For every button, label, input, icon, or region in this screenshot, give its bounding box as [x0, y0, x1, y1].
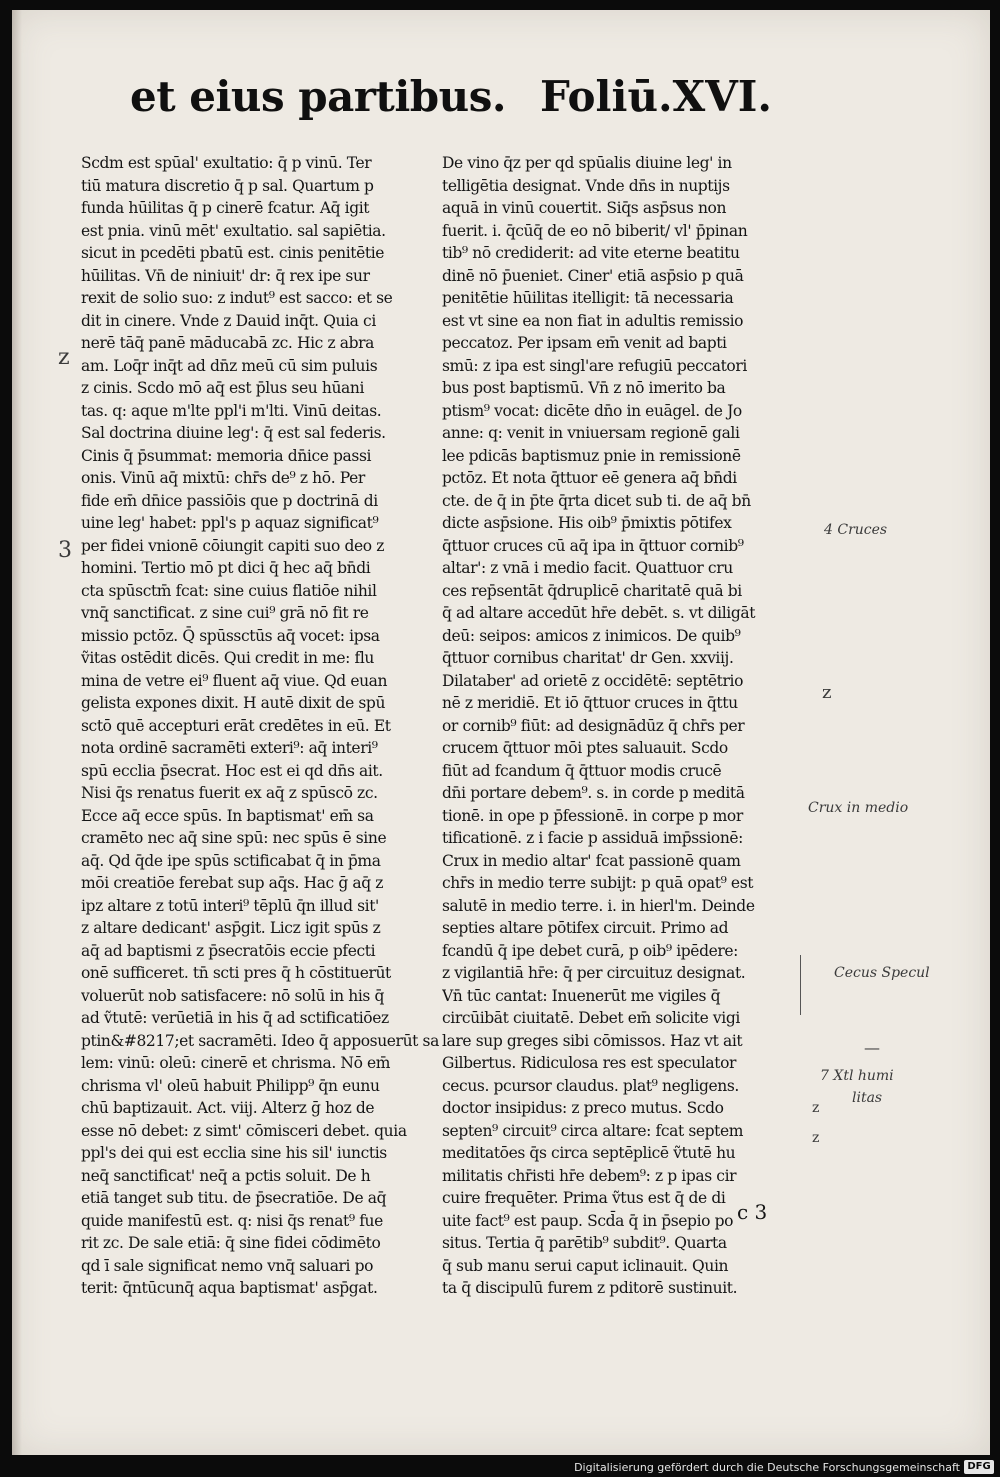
text-line: fuerit. i. q̄cūq̄ de eo nō biberit/ vl' p̄pinan — [442, 221, 748, 240]
text-line: qd ī sale significat nemo vnq̄ saluari po — [81, 1256, 374, 1275]
running-head-left: et eius partibus. — [130, 72, 506, 121]
margin-note-humilitas: 7 Xtl humi — [820, 1068, 894, 1084]
margin-note-litas: litas — [852, 1090, 883, 1106]
left-text-column — [81, 152, 439, 1300]
text-line: telligētia designat. Vnde dn̄s in nuptijs — [442, 176, 730, 195]
text-line: ṽitas ostēdit dicēs. Qui credit in me: flu — [81, 649, 374, 667]
text-line: funda hūilitas q̄ p cinerē fcatur. Aq̄ igit — [81, 199, 370, 217]
text-line: ta q̄ discipulū furem z pditorē sustinuit. — [442, 1279, 738, 1297]
text-line: aq̄. Qd q̄de ipe spūs sctificabat q̄ in p̄ma — [81, 851, 381, 870]
text-line: cuire frequēter. Prima ṽtus est q̄ de di — [442, 1189, 726, 1207]
text-line: ad ṽtutē: verūetiā in his q̄ ad sctificatiōez — [81, 1009, 389, 1027]
text-line: septies altare pōtifex circuit. Primo ad — [442, 919, 729, 937]
text-line: chrisma vl' oleū habuit Philipp⁹ q̄n eunu — [81, 1076, 380, 1095]
text-line: nerē tāq̄ panē māducabā zc. Hic z abra — [81, 334, 374, 352]
text-line: homini. Tertio mō pt dici q̄ hec aq̄ bn̄di — [81, 559, 371, 577]
text-line: ipz altare z totū interi⁹ tēplū q̄n illud sit' — [81, 896, 379, 915]
text-line: q̄ ad altare accedūt hr̄e debēt. s. vt diligāt — [442, 604, 756, 622]
margin-mark-left-2: 3 — [58, 538, 72, 563]
text-line: quide manifestū est. q: nisi q̄s renat⁹ fue — [81, 1211, 383, 1230]
text-line: tiū matura discretio q̄ p sal. Quartum p — [81, 176, 374, 195]
text-line: z vigilantiā hr̄e: q̄ per circuituz designat. — [442, 964, 746, 982]
text-line: cte. de q̄ in p̄te q̄rta dicet sub ti. de aq̄ bn̄ — [442, 491, 751, 510]
margin-note-crux: Crux in medio — [808, 800, 909, 816]
right-text-column — [442, 152, 814, 1300]
text-line: Ecce aq̄ ecce spūs. In baptismat' em̄ sa — [81, 806, 374, 825]
text-line: mina de vetre ei⁹ fluent aq̄ viue. Qd euan — [81, 671, 388, 690]
text-line: anne: q: venit in vniuersam regionē gali — [442, 424, 740, 442]
text-line: pctōz. Et nota q̄ttuor eē genera aq̄ bn̄di — [442, 469, 737, 487]
dfg-logo: DFG — [964, 1460, 994, 1474]
text-line: etiā tanget sub titu. de p̄secratiōe. De aq̄ — [81, 1189, 387, 1207]
text-line: salutē in medio terre. i. in hierl'm. Deinde — [442, 896, 755, 915]
text-line: aquā in vinū couertit. Siq̄s asp̄sus non — [442, 199, 727, 217]
text-line: ces rep̄sentāt q̄druplicē charitatē quā bi — [442, 581, 742, 600]
digitization-credit-bar — [0, 1458, 1000, 1477]
text-line: smū: z ipa est singl'are refugiū peccatori — [442, 356, 747, 375]
book-page — [12, 10, 990, 1455]
text-line: aq̄ ad baptismi z p̄secratōis eccie pfecti — [81, 941, 376, 960]
text-line: uite fact⁹ est paup. Scd̄a q̄ in p̄sepio po — [442, 1211, 734, 1230]
text-line: q̄ sub manu serui caput iclinauit. Quin — [442, 1256, 729, 1275]
text-line: nē z meridiē. Et iō q̄ttuor cruces in q̄ttu — [442, 694, 738, 712]
margin-note-cecus: Cecus Specul — [834, 965, 930, 981]
text-line: per fidei vnionē cōiungit capiti suo deo z — [81, 536, 385, 555]
text-line: est pnia. vinū mēt' exultatio. sal sapiētia. — [81, 221, 386, 240]
margin-mark-right-3: z — [812, 1130, 820, 1146]
text-line: militatis chr̄isti hr̄e debem⁹: z p ipas cir — [442, 1166, 737, 1185]
text-line: rit zc. De sale etiā: q̄ sine fidei cōdimēto — [81, 1234, 381, 1252]
text-line: lare sup greges sibi cōmissos. Haz vt ait — [442, 1031, 743, 1050]
text-line: missio pctōz. Q̄ spūssctūs aq̄ vocet: ipsa — [81, 626, 380, 645]
text-line: neq̄ sanctificat' neq̄ a pctis soluit. De h — [81, 1166, 371, 1185]
signature-mark: c 3 — [737, 1200, 768, 1224]
text-line: z altare dedicant' asp̄git. Licz igit spūs z — [81, 919, 381, 937]
text-line: meditatōes q̄s circa septēplicē ṽtutē hu — [442, 1144, 736, 1162]
text-line: Vn̄ tūc cantat: Inuenerūt me vigiles q̄ — [442, 986, 721, 1005]
text-line: dinē nō p̄ueniet. Ciner' etiā asp̄sio p quā — [442, 266, 744, 285]
text-line: onē sufficeret. tn̄ scti pres q̄ h cōstituerūt — [81, 964, 391, 982]
text-line: Crux in medio altar' fcat passionē quam — [442, 851, 741, 870]
text-line: Dilataber' ad orietē z occidētē: septētrio — [442, 671, 744, 690]
folio-number: Foliū.XVI. — [540, 72, 773, 121]
text-line: peccatoz. Per ipsam em̄ venit ad bapti — [442, 334, 727, 352]
text-line: esse nō debet: z simt' cōmisceri debet. quia — [81, 1121, 407, 1140]
text-line: gelista expones dixit. H autē dixit de spū — [81, 694, 386, 712]
text-line: situs. Tertia q̄ parētib⁹ subdit⁹. Quarta — [442, 1234, 727, 1252]
margin-mark-right-1: z — [822, 682, 832, 703]
text-line: uine leg' habet: ppl's p aquaz significat⁹ — [81, 514, 379, 532]
text-line: am. Loq̄r inq̄t ad dn̄z meū cū sim puluis — [81, 356, 378, 375]
text-line: cecus. pcursor claudus. plat⁹ negligens. — [442, 1076, 739, 1095]
text-line: Scdm est spūal' exultatio: q̄ p vinū. Ter — [81, 154, 372, 172]
text-line: ptin&#8217;et sacramēti. Ideo q̄ apposuerūt sa — [81, 1031, 439, 1050]
text-line: voluerūt nob satisfacere: nō solū in his q̄ — [81, 986, 385, 1005]
text-line: lem: vinū: oleū: cinerē et chrisma. Nō em̄ — [81, 1054, 391, 1072]
text-line: dn̄i portare debem⁹. s. in corde p meditā — [442, 784, 745, 802]
margin-mark-dash: — — [864, 1038, 880, 1057]
text-line: tionē. in ope p p̄fessionē. in corpe p mor — [442, 806, 743, 825]
text-line: mōi creatiōe ferebat sup aq̄s. Hac ḡ aq̄ z — [81, 874, 384, 892]
text-line: crucem q̄ttuor mōi ptes saluauit. Scdo — [442, 739, 728, 757]
margin-mark-right-2: z — [812, 1100, 820, 1116]
text-line: fcandū q̄ ipe debet curā, p oib⁹ ipēdere: — [442, 941, 738, 960]
text-line: Cinis q̄ p̄summat: memoria dn̄ice passi — [81, 446, 372, 465]
text-line: bus post baptismū. Vn̄ z nō imerito ba — [442, 379, 726, 397]
text-line: sctō quē accepturi erāt credētes in eū. Et — [81, 716, 391, 735]
margin-note-cruces: 4 Cruces — [824, 522, 888, 538]
text-line: sicut in pcedēti pbatū est. cinis penitētie — [81, 244, 385, 262]
text-line: fide em̄ dn̄ice passiōis que p doctrinā di — [81, 491, 378, 510]
text-line: q̄ttuor cruces cū aq̄ ipa in q̄ttuor cornib⁹ — [442, 536, 744, 555]
text-line: cramēto nec aq̄ sine spū: nec spūs ē sine — [81, 829, 387, 847]
text-line: onis. Vinū aq̄ mixtū: chr̄s de⁹ z hō. Per — [81, 469, 365, 487]
text-line: ppl's dei qui est ecclia sine his sil' iunctis — [81, 1144, 387, 1162]
text-line: chū baptizauit. Act. viij. Alterz ḡ hoz de — [81, 1099, 375, 1117]
text-line: circūibāt ciuitatē. Debet em̄ solicite vigi — [442, 1009, 740, 1027]
text-line: est vt sine ea non fiat in adultis remissio — [442, 311, 744, 330]
text-line: tib⁹ nō crediderit: ad vite eterne beatitu — [442, 244, 740, 262]
text-line: rexit de solio suo: z indut⁹ est sacco: et se — [81, 289, 393, 307]
text-line: cta spūsctm̄ fcat: sine cuius flatiōe nihil — [81, 581, 377, 600]
text-line: Nisi q̄s renatus fuerit ex aq̄ z spūscō zc. — [81, 784, 378, 802]
text-line: altar': z vnā i medio facit. Quattuor cru — [442, 559, 733, 577]
text-line: chr̄s in medio terre subijt: p quā opat⁹ est — [442, 874, 754, 892]
text-line: De vino q̄z per qd spūalis diuine leg' in — [442, 154, 732, 172]
text-line: spū ecclia p̄secrat. Hoc est ei qd dn̄s ait. — [81, 761, 383, 780]
text-line: Gilbertus. Ridiculosa res est speculator — [442, 1054, 737, 1072]
text-line: ptism⁹ vocat: dicēte dn̄o in euāgel. de Jo — [442, 401, 742, 420]
text-line: doctor insipidus: z preco mutus. Scdo — [442, 1099, 724, 1117]
text-line: dit in cinere. Vnde z Dauid inq̄t. Quia ci — [81, 311, 376, 330]
text-line: hūilitas. Vn̄ de niniuit' dr: q̄ rex ipe sur — [81, 266, 370, 285]
text-line: penitētie hūilitas itelligit: tā necessaria — [442, 289, 734, 307]
text-line: Sal doctrina diuine leg': q̄ est sal federis. — [81, 424, 386, 442]
text-line: deū: seipos: amicos z inimicos. De quib⁹ — [442, 626, 741, 645]
text-line: vnq̄ sanctificat. z sine cui⁹ grā nō fit re — [81, 604, 369, 622]
margin-bracket — [800, 955, 801, 1015]
text-line: q̄ttuor cornibus charitat' dr Gen. xxviij. — [442, 649, 734, 667]
text-line: z cinis. Scdo mō aq̄ est p̄lus seu hūani — [81, 379, 365, 397]
text-line: nota ordinē sacramēti exteri⁹: aq̄ interi⁹ — [81, 739, 378, 757]
page-gutter-shadow — [12, 10, 22, 1455]
text-line: tas. q: aque m'lte ppl'i m'lti. Vinū deitas. — [81, 401, 382, 420]
text-line: terit: q̄ntūcunq̄ aqua baptismat' asp̄gat. — [81, 1279, 378, 1297]
text-line: fiūt ad fcandum q̄ q̄ttuor modis crucē — [442, 761, 722, 780]
text-line: septen⁹ circuit⁹ circa altare: fcat septem — [442, 1121, 744, 1140]
text-line: dicte asp̄sione. His oib⁹ p̄mixtis pōtifex — [442, 514, 732, 532]
text-line: lee pdicās baptismuz pnie in remissionē — [442, 446, 741, 465]
text-line: tificationē. z i facie p assiduā imp̄ssionē: — [442, 829, 744, 847]
credit-text: Digitalisierung gefördert durch die Deutsche Forschungsgemeinschaft — [574, 1461, 960, 1474]
text-line: or cornib⁹ fiūt: ad designādūz q̄ chr̄s per — [442, 716, 745, 735]
margin-mark-left-1: z — [58, 345, 70, 370]
